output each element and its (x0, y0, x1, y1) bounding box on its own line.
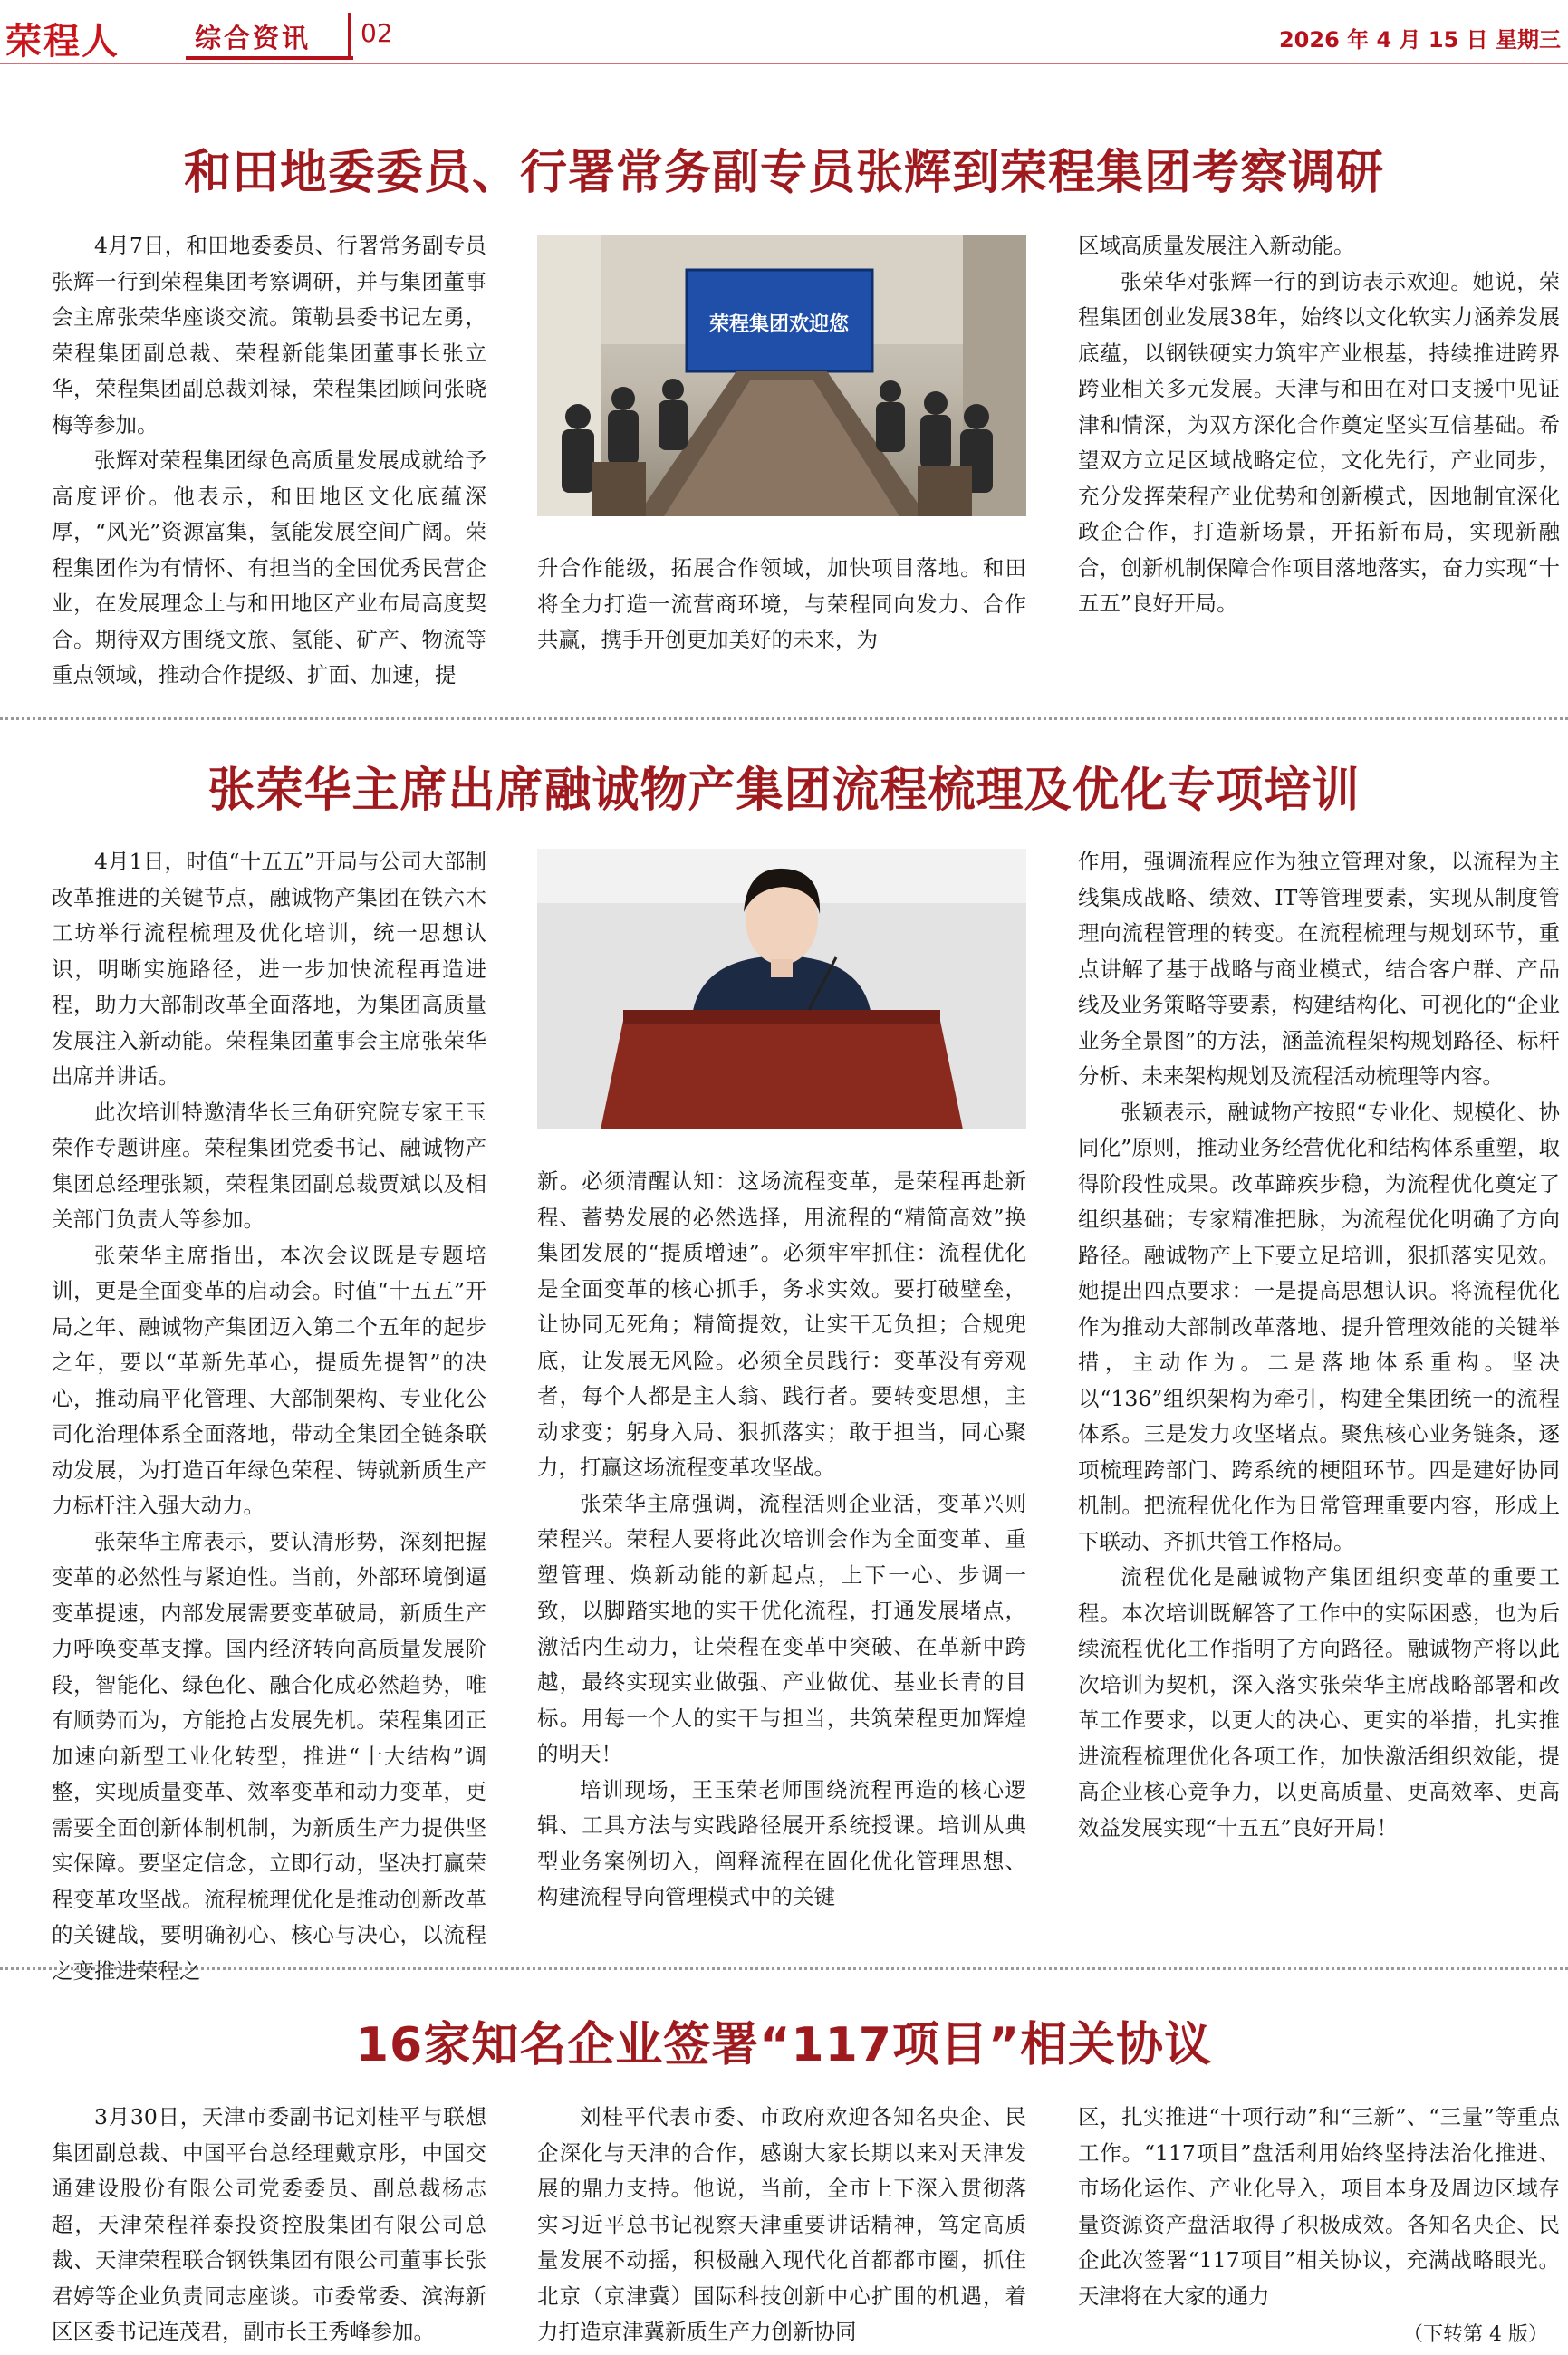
article1-column-2 (537, 551, 1026, 658)
article3-column-1 (52, 2100, 486, 2350)
article2-column-1 (52, 844, 486, 1989)
paragraph: 区，扎实推进“十项行动”和“三新”、“三量”等重点工作。“117项目”盘活利用始终坚持法治化推进、市场化运作、产业化导入，项目本身及周边区域存量资源资产盘活取得了积极成效。各知名央企、民企此次签署“117项目”相关协议，充满战略眼光。天津将在大家的通力 (1078, 2104, 1560, 2309)
speaker-podium-image (537, 849, 1026, 1129)
article1-column-1 (52, 228, 486, 694)
page-header (0, 0, 1568, 63)
header-divider (348, 13, 351, 58)
article1-column-3 (1078, 228, 1560, 622)
article2-title: 张荣华主席出席融诚物产集团流程梳理及优化专项培训 (207, 764, 1361, 818)
article3-column-2 (537, 2100, 1026, 2350)
paragraph: 流程优化是融诚物产集团组织变革的重要工程。本次培训既解答了工作中的实际困惑，也为后续流程优化工作指明了方向路径。融诚物产将以此次培训为契机，深入落实张荣华主席战略部署和改革工作要求，以更大的决心、更实的举措，扎实推进流程梳理优化各项工作，加快激活组织效能，提高企业核心竞争力，以更高质量、更高效率、更高效益发展实现“十五五”良好开局！ (1078, 1564, 1560, 1841)
article2-column-2 (537, 1164, 1026, 1916)
welcome-screen-text: 荣程集团欢迎您 (708, 313, 850, 336)
issue-date: 2026 年 4 月 15 日 星期三 (1278, 27, 1561, 53)
paragraph: 张颖表示，融诚物产按照“专业化、规模化、协同化”原则，推动业务经营优化和结构体系重塑，取得阶段性成果。改革蹄疾步稳，为流程优化奠定了组织基础；专家精准把脉，为流程优化明确了方向路径。融诚物产上下要立足培训，狠抓落实见效。她提出四点要求：一是提高思想认识。将流程优化作为推动大部制改革落地、提升管理效能的关键举措，主动作为。二是落地体系重构。坚决以“136”组织架构为牵引，构建全集团统一的流程体系。三是发力攻坚堵点。聚焦核心业务链条，逐项梳理跨部门、跨系统的梗阻环节。四是建好协同机制。把流程优化作为日常管理重要内容，形成上下联动、齐抓共管工作格局。 (1078, 1099, 1560, 1554)
article1-meeting-photo (537, 236, 1026, 516)
paragraph: 3月30日，天津市委副书记刘桂平与联想集团副总裁、中国平台总经理戴京彤，中国交通建设股份有限公司党委委员、副总裁杨志超，天津荣程祥泰投资控股集团有限公司总裁、天津荣程联合钢铁集团有限公司董事长张君婷等企业负责同志座谈。市委常委、滨海新区区委书记连茂君，副市长王秀峰参加。 (52, 2104, 486, 2344)
newspaper-logo: 荣程人 (5, 20, 120, 62)
section-name: 综合资讯 (195, 23, 312, 53)
article2-column-3 (1078, 844, 1560, 1846)
paragraph: 刘桂平代表市委、市政府欢迎各知名央企、民企深化与天津的合作，感谢大家长期以来对天津发展的鼎力支持。他说，当前，全市上下深入贯彻落实习近平总书记视察天津重要讲话精神，笃定高质量发展不动摇，积极融入现代化首都都市圈，抓住北京（京津冀）国际科技创新中心扩围的机遇，着力打造京津冀新质生产力创新协同 (537, 2104, 1026, 2344)
section-separator (0, 717, 1568, 720)
paragraph: 4月7日，和田地委委员、行署常务副专员张辉一行到荣程集团考察调研，并与集团董事会主席张荣华座谈交流。策勒县委书记左勇，荣程集团副总裁、荣程新能集团董事长张立华，荣程集团副总裁刘禄，荣程集团顾问张晓梅等参加。 (52, 233, 486, 437)
paragraph: 此次培训特邀清华长三角研究院专家王玉荣作专题讲座。荣程集团党委书记、融诚物产集团总经理张颖，荣程集团副总裁贾斌以及相关部门负责人等参加。 (52, 1099, 486, 1232)
section-underline (186, 56, 353, 60)
article3-title: 16家知名企业签署“117项目”相关协议 (355, 2018, 1213, 2072)
paragraph: 张荣华对张辉一行的到访表示欢迎。她说，荣程集团创业发展38年，始终以文化软实力涵养发展底蕴，以钢铁硬实力筑牢产业根基，持续推进跨界跨业相关多元发展。天津与和田在对口支援中见证津和情深，为双方深化合作奠定坚实互信基础。希望双方立足区域战略定位，文化先行，产业同步，充分发挥荣程产业优势和创新模式，因地制宜深化政企合作，打造新场景，开拓新布局，实现新融合，创新机制保障合作项目落地落实，奋力实现“十五五”良好开局。 (1078, 268, 1560, 616)
paragraph: 张荣华主席表示，要认清形势，深刻把握变革的必然性与紧迫性。当前，外部环境倒逼变革提速，内部发展需要变革破局，新质生产力呼唤变革支撑。国内经济转向高质量发展阶段，智能化、绿色化、融合化成必然趋势，唯有顺势而为，方能抢占发展先机。荣程集团正加速向新型工业化转型，推进“十大结构”调整，实现质量变革、效率变革和动力变革，更需要全面创新体制机制，为新质生产力提供坚实保障。要坚定信念，立即行动，坚决打赢荣程变革攻坚战。流程梳理优化是推动创新改革的关键战，要明确初心、核心与决心，以流程之变推进荣程之 (52, 1528, 486, 1984)
page-number: 02 (361, 18, 393, 48)
continued-note: （下转第 4 版） (1403, 2323, 1548, 2346)
article1-title: 和田地委委员、行署常务副专员张辉到荣程集团考察调研 (183, 146, 1384, 200)
section-separator (0, 1967, 1568, 1970)
paragraph: 作用，强调流程应作为独立管理对象，以流程为主线集成战略、绩效、IT等管理要素，实现从制度管理向流程管理的转变。在流程梳理与规划环节，重点讲解了基于战略与商业模式，结合客户群、产品线及业务策略等要素，构建结构化、可视化的“企业业务全景图”的方法，涵盖流程架构规划路径、标杆分析、未来架构规划及流程活动梳理等内容。 (1078, 849, 1560, 1089)
paragraph: 张荣华主席强调，流程活则企业活，变革兴则荣程兴。荣程人要将此次培训会作为全面变革、重塑管理、焕新动能的新起点，上下一心、步调一致，以脚踏实地的实干优化流程，打通发展堵点，激活内生动力，让荣程在变革中突破、在革新中跨越，最终实现实业做强、产业做优、基业长青的目标。用每一个人的实干与担当，共筑荣程更加辉煌的明天！ (537, 1490, 1026, 1766)
paragraph: 张辉对荣程集团绿色高质量发展成就给予高度评价。他表示，和田地区文化底蕴深厚，“风光”资源富集，氢能发展空间广阔。荣程集团作为有情怀、有担当的全国优秀民营企业，在发展理念上与和田地区产业布局高度契合。期待双方围绕文旅、氢能、矿产、物流等重点领域，推动合作提级、扩面、加速，提 (52, 447, 486, 687)
header-rule (0, 63, 1568, 64)
article2-speaker-photo (537, 849, 1026, 1129)
paragraph: 培训现场，王玉荣老师围绕流程再造的核心逻辑、工具方法与实践路径展开系统授课。培训从典型业务案例切入，阐释流程在固化优化管理思想、构建流程导向管理模式中的关键 (537, 1776, 1026, 1909)
paragraph: 新。必须清醒认知：这场流程变革，是荣程再赴新程、蓄势发展的必然选择，用流程的“精简高效”换集团发展的“提质增速”。必须牢牢抓住：流程优化是全面变革的核心抓手，务求实效。要打破壁垒，让协同无死角；精简提效，让实干无负担；合规兜底，让发展无风险。必须全员践行：变革没有旁观者，每个人都是主人翁、践行者。要转变思想，主动求变；躬身入局、狠抓落实；敢于担当，同心聚力，打赢这场流程变革攻坚战。 (537, 1168, 1026, 1480)
paragraph: 张荣华主席指出，本次会议既是专题培训，更是全面变革的启动会。时值“十五五”开局之年、融诚物产集团迈入第二个五年的起步之年，要以“革新先革心，提质先提智”的决心，推动扁平化管理、大部制架构、专业化公司化治理体系全面落地，带动全集团全链条联动发展，为打造百年绿色荣程、铸就新质生产力标杆注入强大动力。 (52, 1242, 486, 1518)
paragraph: 升合作能级，拓展合作领域，加快项目落地。和田将全力打造一流营商环境，与荣程同向发力、合作共赢，携手开创更加美好的未来，为 (537, 555, 1026, 652)
meeting-room-image (537, 236, 1026, 516)
article3-column-3 (1078, 2100, 1560, 2314)
paragraph: 4月1日，时值“十五五”开局与公司大部制改革推进的关键节点，融诚物产集团在铁六木工坊举行流程梳理及优化培训，统一思想认识，明晰实施路径，进一步加快流程再造进程，助力大部制改革全面落地，为集团高质量发展注入新动能。荣程集团董事会主席张荣华出席并讲话。 (52, 849, 486, 1089)
paragraph: 区域高质量发展注入新动能。 (1078, 233, 1355, 258)
